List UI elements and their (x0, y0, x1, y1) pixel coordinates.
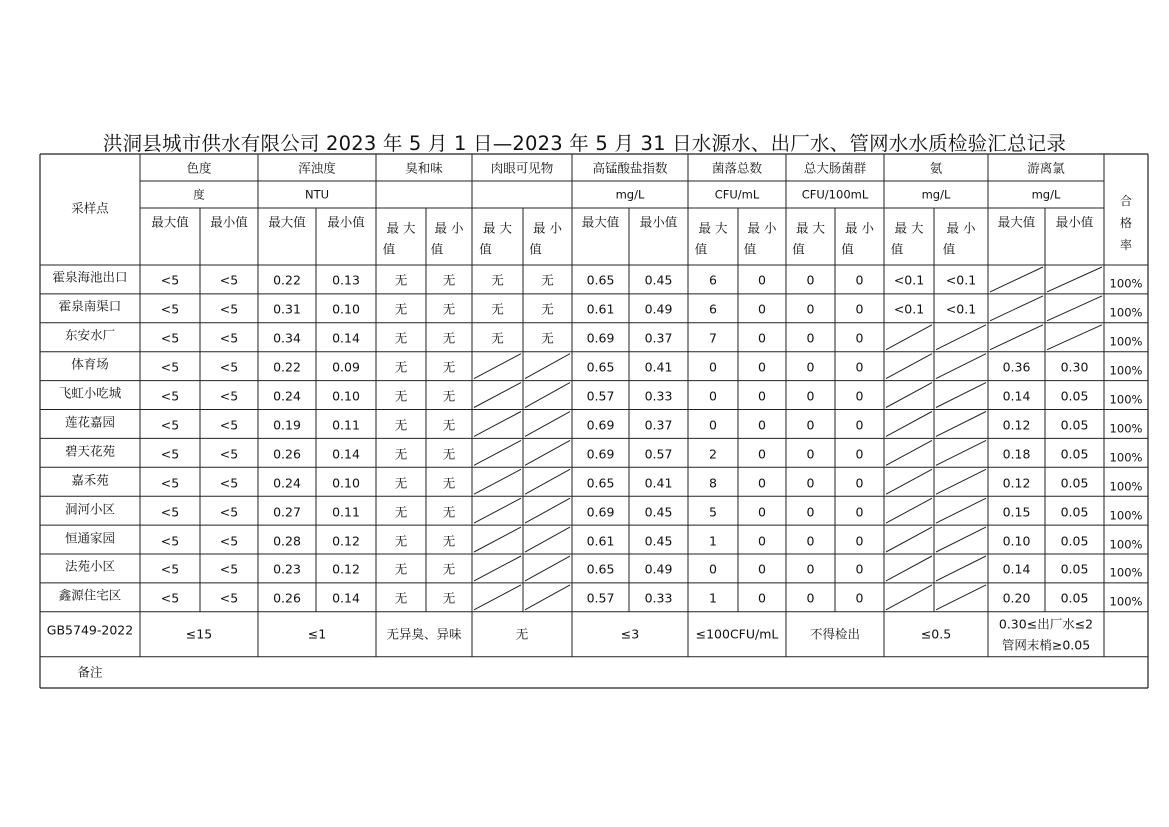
standard-color: ≤15 (185, 626, 213, 642)
value-o2: 无 (442, 301, 456, 317)
value-t1: 0.34 (273, 330, 301, 346)
value-f2: 0.30 (1060, 359, 1089, 375)
pass-rate-value: 100% (1109, 334, 1143, 349)
empty-cell-slash (936, 440, 986, 465)
value-e1: 0 (806, 504, 815, 520)
color-header-unit: 度 (193, 187, 205, 202)
value-t2: 0.11 (332, 417, 360, 433)
value-c1: <5 (160, 561, 180, 577)
value-c1: <5 (160, 272, 180, 288)
sample-point-name: 莲花嘉园 (64, 414, 116, 430)
empty-cell-slash (936, 354, 986, 379)
min-label: 最 小 (946, 220, 976, 236)
value-p1: 0.69 (586, 446, 615, 462)
value-f1: 0.14 (1002, 388, 1031, 404)
sample-point-name: 碧天花苑 (64, 443, 116, 459)
value-o1: 无 (394, 301, 408, 317)
empty-cell-slash (474, 440, 521, 465)
value-o1: 无 (394, 330, 408, 346)
value-o1: 无 (394, 446, 408, 462)
empty-cell-slash (936, 498, 986, 523)
value-f1: 0.14 (1002, 561, 1031, 577)
empty-cell-slash (886, 354, 932, 379)
standard-colony: ≤100CFU/mL (695, 626, 779, 642)
min-label: 最 小 (434, 220, 464, 236)
value-b2: 0 (758, 272, 766, 288)
value-o1: 无 (394, 272, 408, 288)
value-e2: 0 (855, 504, 864, 520)
turbidity-header: 浑浊度 (298, 160, 336, 176)
value-c2: <5 (219, 590, 239, 606)
value-p2: 0.33 (644, 590, 673, 606)
empty-cell-slash (886, 325, 932, 350)
min-label: 值 (529, 241, 542, 257)
standard-permanganate: ≤3 (620, 626, 640, 642)
value-v2: 无 (541, 330, 554, 346)
pass-rate-value: 100% (1109, 392, 1143, 407)
value-t2: 0.10 (332, 388, 360, 404)
empty-cell-slash (474, 412, 521, 437)
value-t1: 0.31 (273, 301, 301, 317)
colony-count-header: 菌落总数 (711, 160, 763, 176)
standard-name: GB5749-2022 (46, 622, 134, 638)
value-p2: 0.45 (644, 533, 673, 549)
value-t1: 0.26 (273, 446, 301, 462)
value-t2: 0.10 (332, 475, 360, 491)
sample-point-name: 法苑小区 (64, 558, 116, 574)
value-c2: <5 (219, 446, 239, 462)
value-f2: 0.05 (1060, 417, 1089, 433)
visible-matter-header: 肉眼可见物 (490, 160, 554, 176)
standard-chlorine: 管网末梢≥0.05 (1001, 637, 1091, 653)
value-f2: 0.05 (1060, 561, 1089, 577)
value-v1: 无 (491, 330, 504, 346)
value-e1: 0 (806, 359, 815, 375)
empty-cell-slash (936, 469, 986, 494)
empty-cell-slash (886, 585, 932, 610)
value-c1: <5 (160, 590, 180, 606)
empty-cell-slash (990, 325, 1043, 350)
value-p2: 0.41 (644, 475, 673, 491)
value-c2: <5 (219, 561, 239, 577)
value-b1: 6 (709, 301, 717, 317)
value-b1: 0 (709, 561, 717, 577)
value-b1: 1 (709, 533, 717, 549)
value-f1: 0.10 (1002, 533, 1031, 549)
value-o2: 无 (442, 330, 456, 346)
min-label: 值 (942, 241, 956, 257)
value-t1: 0.28 (273, 533, 301, 549)
value-f1: 0.12 (1002, 475, 1031, 491)
sample-point-name: 霍泉南渠口 (58, 298, 122, 314)
value-o2: 无 (442, 590, 456, 606)
value-f1: 0.20 (1002, 590, 1031, 606)
value-e2: 0 (855, 417, 864, 433)
sample-point-name: 霍泉海池出口 (52, 269, 128, 285)
empty-cell-slash (936, 556, 986, 581)
value-p1: 0.65 (586, 272, 615, 288)
value-c2: <5 (219, 417, 239, 433)
empty-cell-slash (525, 498, 570, 523)
value-p2: 0.41 (644, 359, 673, 375)
value-v1: 无 (491, 301, 504, 317)
value-t2: 0.14 (332, 330, 360, 346)
value-p2: 0.45 (644, 504, 673, 520)
value-c2: <5 (219, 330, 239, 346)
value-b2: 0 (758, 590, 766, 606)
empty-cell-slash (474, 354, 521, 379)
empty-cell-slash (474, 556, 521, 581)
min-label: 最 小 (747, 220, 777, 236)
value-p2: 0.37 (644, 330, 673, 346)
empty-cell-slash (474, 383, 521, 408)
empty-cell-slash (990, 267, 1043, 292)
value-a1: <0.1 (893, 272, 925, 288)
value-e1: 0 (806, 388, 815, 404)
value-t1: 0.22 (273, 359, 301, 375)
value-c2: <5 (219, 475, 239, 491)
value-o2: 无 (442, 561, 456, 577)
empty-cell-slash (525, 527, 570, 552)
value-p1: 0.57 (586, 590, 615, 606)
value-f2: 0.05 (1060, 504, 1089, 520)
value-b1: 8 (709, 475, 717, 491)
value-o2: 无 (442, 504, 456, 520)
min-label: 最小值 (210, 214, 248, 230)
value-f2: 0.05 (1060, 533, 1089, 549)
value-a2: <0.1 (945, 272, 977, 288)
value-t2: 0.14 (332, 446, 360, 462)
empty-cell-slash (886, 440, 932, 465)
empty-cell-slash (525, 469, 570, 494)
value-b2: 0 (758, 561, 766, 577)
value-b1: 1 (709, 590, 717, 606)
value-t2: 0.14 (332, 590, 360, 606)
value-t2: 0.13 (332, 272, 360, 288)
max-label: 值 (694, 241, 708, 257)
value-c1: <5 (160, 388, 180, 404)
empty-cell-slash (886, 556, 932, 581)
empty-cell-slash (525, 585, 570, 610)
pass-rate-value: 100% (1109, 565, 1143, 580)
value-c1: <5 (160, 301, 180, 317)
value-o2: 无 (442, 272, 456, 288)
value-b2: 0 (758, 301, 766, 317)
coliform-header: 总大肠菌群 (803, 160, 867, 176)
value-t2: 0.12 (332, 533, 360, 549)
value-c1: <5 (160, 533, 180, 549)
sample-point-name: 恒通家园 (64, 530, 116, 546)
empty-cell-slash (886, 469, 932, 494)
max-label: 最 大 (386, 220, 416, 236)
value-f2: 0.05 (1060, 388, 1089, 404)
value-b1: 2 (709, 446, 717, 462)
coliform-header-unit: CFU/100mL (801, 187, 869, 202)
pass-rate-value: 100% (1109, 363, 1143, 378)
value-t2: 0.11 (332, 504, 360, 520)
value-c1: <5 (160, 330, 180, 346)
value-b1: 6 (709, 272, 717, 288)
value-b2: 0 (758, 330, 766, 346)
value-v2: 无 (541, 301, 554, 317)
value-b1: 0 (709, 417, 717, 433)
value-c2: <5 (219, 301, 239, 317)
value-o1: 无 (394, 504, 408, 520)
value-e1: 0 (806, 561, 815, 577)
value-c1: <5 (160, 417, 180, 433)
max-label: 最 大 (483, 220, 512, 236)
value-v1: 无 (491, 272, 504, 288)
value-c2: <5 (219, 359, 239, 375)
value-e2: 0 (855, 533, 864, 549)
max-label: 最 大 (796, 220, 825, 236)
ammonia-header-unit: mg/L (921, 187, 951, 202)
value-f1: 0.18 (1002, 446, 1031, 462)
value-e1: 0 (806, 590, 815, 606)
value-f2: 0.05 (1060, 446, 1089, 462)
min-label: 值 (841, 241, 854, 257)
value-o1: 无 (394, 561, 408, 577)
pass-rate-value: 100% (1109, 305, 1143, 320)
value-f1: 0.12 (1002, 417, 1031, 433)
color-header: 色度 (186, 160, 212, 176)
value-t1: 0.19 (273, 417, 301, 433)
standard-visible: 无 (515, 626, 529, 642)
value-p2: 0.33 (644, 388, 673, 404)
colony-count-header-unit: CFU/mL (714, 187, 760, 202)
value-p2: 0.37 (644, 417, 673, 433)
value-e2: 0 (855, 388, 864, 404)
empty-cell-slash (990, 296, 1043, 321)
max-label: 最大值 (268, 214, 306, 230)
value-f2: 0.05 (1060, 590, 1089, 606)
value-b2: 0 (758, 475, 766, 491)
remark-label: 备注 (77, 664, 103, 680)
value-o1: 无 (394, 417, 408, 433)
value-e1: 0 (806, 533, 815, 549)
max-label: 值 (792, 241, 805, 257)
sample-point-name: 体育场 (71, 356, 109, 372)
empty-cell-slash (525, 383, 570, 408)
value-p1: 0.61 (586, 301, 615, 317)
sample-point-name: 洞河小区 (64, 501, 116, 517)
min-label: 最小值 (639, 214, 678, 230)
pass-rate-header: 合格率 (1119, 194, 1132, 252)
value-p2: 0.57 (644, 446, 673, 462)
empty-cell-slash (1047, 325, 1102, 350)
value-o1: 无 (394, 388, 408, 404)
min-label: 最 小 (533, 220, 562, 236)
value-f2: 0.05 (1060, 475, 1089, 491)
value-p2: 0.49 (644, 561, 673, 577)
value-c1: <5 (160, 359, 180, 375)
value-e2: 0 (855, 590, 864, 606)
free-chlorine-header: 游离氯 (1027, 160, 1065, 176)
value-p1: 0.65 (586, 561, 615, 577)
value-v2: 无 (541, 272, 554, 288)
value-p2: 0.49 (644, 301, 673, 317)
value-p1: 0.69 (586, 504, 615, 520)
value-t1: 0.27 (273, 504, 301, 520)
value-f1: 0.36 (1002, 359, 1031, 375)
value-o2: 无 (442, 446, 456, 462)
empty-cell-slash (936, 325, 986, 350)
value-t2: 0.10 (332, 301, 360, 317)
pass-rate-value: 100% (1109, 594, 1143, 609)
value-e1: 0 (806, 301, 815, 317)
value-o2: 无 (442, 533, 456, 549)
standard-ammonia: ≤0.5 (920, 626, 952, 642)
pass-rate-value: 100% (1109, 537, 1143, 552)
empty-cell-slash (525, 440, 570, 465)
empty-cell-slash (525, 354, 570, 379)
empty-cell-slash (1047, 296, 1102, 321)
value-b2: 0 (758, 417, 766, 433)
empty-cell-slash (936, 585, 986, 610)
max-label: 最大值 (581, 214, 620, 230)
value-e1: 0 (806, 475, 815, 491)
value-t1: 0.22 (273, 272, 301, 288)
min-label: 值 (743, 241, 757, 257)
standard-coliform: 不得检出 (809, 626, 861, 642)
max-label: 值 (382, 241, 396, 257)
empty-cell-slash (474, 527, 521, 552)
value-c2: <5 (219, 533, 239, 549)
pass-rate-value: 100% (1109, 450, 1143, 465)
permanganate-header: 高锰酸盐指数 (592, 160, 668, 176)
min-label: 最小值 (1055, 214, 1094, 230)
max-label: 最大值 (997, 214, 1036, 230)
sample-point-name: 鑫源住宅区 (58, 587, 122, 603)
value-b2: 0 (758, 504, 766, 520)
value-c2: <5 (219, 388, 239, 404)
page-title: 洪洞县城市供水有限公司 2023 年 5 月 1 日—2023 年 5 月 31 日水源水、出厂水、管网水水质检验汇总记录 (102, 132, 1067, 155)
turbidity-header-unit: NTU (304, 187, 330, 202)
empty-cell-slash (525, 412, 570, 437)
value-f1: 0.15 (1002, 504, 1031, 520)
value-e2: 0 (855, 561, 864, 577)
value-c1: <5 (160, 446, 180, 462)
value-p1: 0.65 (586, 475, 615, 491)
permanganate-header-unit: mg/L (615, 187, 645, 202)
value-c1: <5 (160, 475, 180, 491)
value-b1: 7 (709, 330, 717, 346)
value-e1: 0 (806, 330, 815, 346)
value-c2: <5 (219, 504, 239, 520)
value-e2: 0 (855, 301, 864, 317)
value-p2: 0.45 (644, 272, 673, 288)
value-b1: 0 (709, 388, 717, 404)
sample-point-header: 采样点 (71, 200, 109, 216)
empty-cell-slash (886, 383, 932, 408)
value-p1: 0.69 (586, 417, 615, 433)
sample-point-name: 飞虹小吃城 (58, 385, 122, 401)
empty-cell-slash (474, 498, 521, 523)
min-label: 最小值 (327, 214, 365, 230)
max-label: 最 大 (698, 220, 728, 236)
min-label: 最 小 (845, 220, 874, 236)
value-p1: 0.69 (586, 330, 615, 346)
value-o1: 无 (394, 359, 408, 375)
pass-rate-value: 100% (1109, 421, 1143, 436)
empty-cell-slash (474, 469, 521, 494)
empty-cell-slash (886, 527, 932, 552)
standard-odor: 无异臭、异味 (386, 626, 462, 642)
value-t1: 0.26 (273, 590, 301, 606)
empty-cell-slash (474, 585, 521, 610)
min-label: 值 (430, 241, 444, 257)
value-c1: <5 (160, 504, 180, 520)
value-b2: 0 (758, 359, 766, 375)
value-c2: <5 (219, 272, 239, 288)
pass-rate-value: 100% (1109, 508, 1143, 523)
free-chlorine-header-unit: mg/L (1031, 187, 1061, 202)
value-e1: 0 (806, 417, 815, 433)
value-o2: 无 (442, 475, 456, 491)
value-o1: 无 (394, 533, 408, 549)
sample-point-name: 嘉禾苑 (71, 472, 109, 488)
value-t2: 0.12 (332, 561, 360, 577)
value-a1: <0.1 (893, 301, 925, 317)
value-p1: 0.65 (586, 359, 615, 375)
max-label: 最大值 (151, 214, 189, 230)
max-label: 值 (479, 241, 492, 257)
value-p1: 0.57 (586, 388, 615, 404)
value-p1: 0.61 (586, 533, 615, 549)
value-o2: 无 (442, 388, 456, 404)
value-b1: 0 (709, 359, 717, 375)
value-t1: 0.23 (273, 561, 301, 577)
value-b2: 0 (758, 446, 766, 462)
max-label: 最 大 (894, 220, 924, 236)
empty-cell-slash (1047, 267, 1102, 292)
value-b2: 0 (758, 533, 766, 549)
sample-point-name: 东安水厂 (64, 327, 116, 343)
value-o1: 无 (394, 590, 408, 606)
pass-rate-value: 100% (1109, 276, 1143, 291)
value-e1: 0 (806, 272, 815, 288)
value-t1: 0.24 (273, 388, 301, 404)
value-o2: 无 (442, 417, 456, 433)
empty-cell-slash (525, 556, 570, 581)
value-e2: 0 (855, 475, 864, 491)
empty-cell-slash (936, 383, 986, 408)
empty-cell-slash (886, 498, 932, 523)
value-e2: 0 (855, 446, 864, 462)
value-e2: 0 (855, 272, 864, 288)
pass-rate-value: 100% (1109, 479, 1143, 494)
value-b1: 5 (709, 504, 717, 520)
empty-cell-slash (936, 527, 986, 552)
empty-cell-slash (936, 412, 986, 437)
value-e2: 0 (855, 359, 864, 375)
value-a2: <0.1 (945, 301, 977, 317)
odor-header: 臭和味 (405, 160, 443, 176)
value-e2: 0 (855, 330, 864, 346)
max-label: 值 (890, 241, 904, 257)
value-o1: 无 (394, 475, 408, 491)
value-t1: 0.24 (273, 475, 301, 491)
value-e1: 0 (806, 446, 815, 462)
standard-turbidity: ≤1 (307, 626, 327, 642)
empty-cell-slash (886, 412, 932, 437)
value-b2: 0 (758, 388, 766, 404)
value-t2: 0.09 (332, 359, 360, 375)
value-o2: 无 (442, 359, 456, 375)
ammonia-header: 氨 (929, 160, 943, 176)
standard-chlorine: 0.30≤出厂水≤2 (998, 616, 1094, 632)
